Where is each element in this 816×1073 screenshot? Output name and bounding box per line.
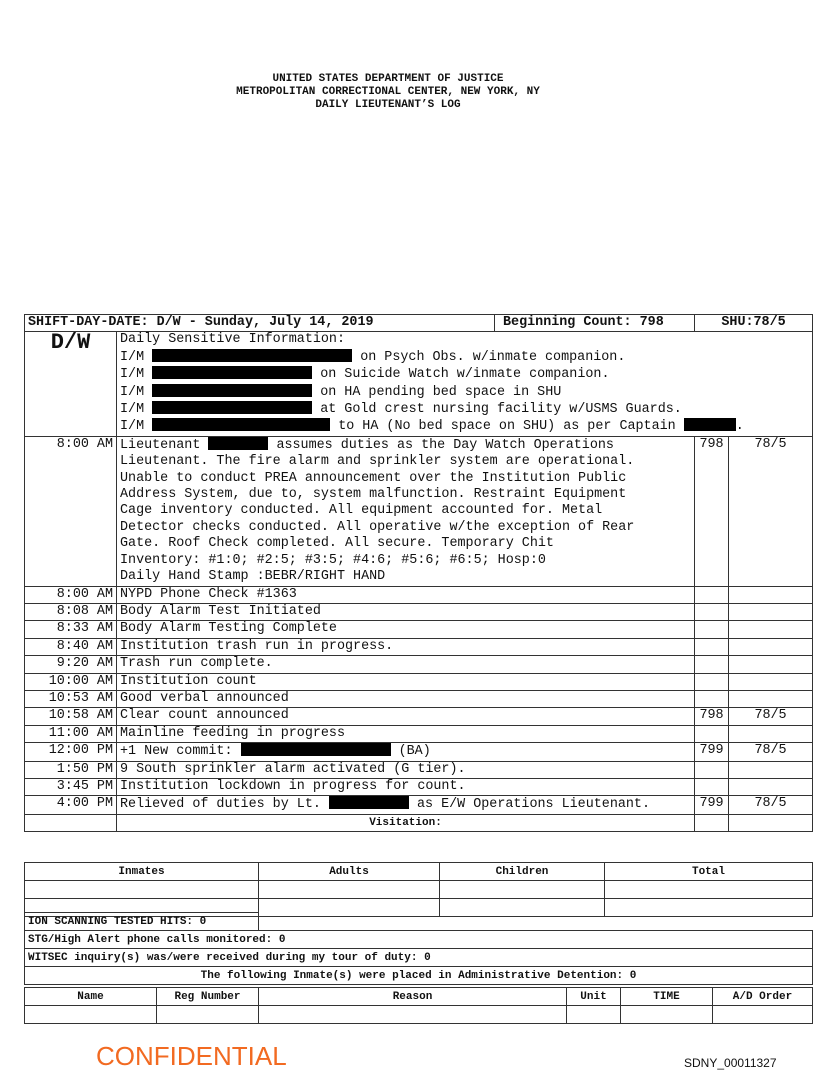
log-entry-row [25, 778, 813, 795]
redaction-block [684, 418, 736, 431]
visitation-total-header: Total [605, 863, 813, 881]
sensitive-line: I/M on HA pending bed space in SHU [120, 384, 562, 400]
header-line-3: DAILY LIEUTENANT’S LOG [315, 99, 461, 111]
redaction-block [152, 401, 312, 414]
entry-shu [729, 673, 813, 690]
confidential-stamp: CONFIDENTIAL [96, 1041, 287, 1071]
entry-count [695, 656, 729, 673]
entry-text: Trash run complete. [117, 656, 695, 673]
entry-time: 11:00 AM [25, 725, 117, 742]
entry-text: Body Alarm Testing Complete [117, 621, 695, 638]
entry-count: 799 [695, 743, 729, 761]
sensitive-line: I/M at Gold crest nursing facility w/USMS Guards. [120, 402, 682, 418]
log-entry-row [25, 796, 813, 814]
entry-text: Clear count announced [117, 708, 695, 725]
beginning-count: Beginning Count: 798 [495, 315, 695, 332]
document-header [0, 73, 776, 112]
entry-count [695, 778, 729, 795]
entry-count: 798 [695, 436, 729, 586]
col-unit: Unit [567, 988, 621, 1006]
entry-shu [729, 638, 813, 655]
entry-time: 9:20 AM [25, 656, 117, 673]
entry-shu [729, 656, 813, 673]
entry-count: 799 [695, 796, 729, 814]
entry-count [695, 761, 729, 778]
log-entry-row [25, 603, 813, 620]
entry-text: Relieved of duties by Lt. as E/W Operations Lieutenant. [117, 796, 695, 814]
entry-time: 8:00 AM [25, 586, 117, 603]
visitation-inmates-header: Inmates [25, 863, 259, 881]
entry-text: 9 South sprinkler alarm activated (G tier). [117, 761, 695, 778]
redaction-block [152, 349, 352, 362]
entry-time: 12:00 PM [25, 743, 117, 761]
bates-number: SDNY_00011327 [684, 1056, 777, 1070]
log-entry-row [25, 586, 813, 603]
stg-calls-monitored: STG/High Alert phone calls monitored: 0 [25, 931, 813, 949]
col-ad-order: A/D Order [713, 988, 813, 1006]
entry-text: +1 New commit: (BA) [117, 743, 695, 761]
sensitive-info-title: Daily Sensitive Information: [120, 332, 345, 348]
redaction-block [329, 796, 409, 809]
sensitive-line: I/M on Suicide Watch w/inmate companion. [120, 367, 610, 383]
entry-time: 8:00 AM [25, 436, 117, 586]
header-line-2: METROPOLITAN CORRECTIONAL CENTER, NEW YORK, NY [236, 86, 540, 98]
sensitive-line: I/M on Psych Obs. w/inmate companion. [120, 349, 626, 365]
entry-shu [729, 586, 813, 603]
entry-time: 8:08 AM [25, 603, 117, 620]
ion-scanning-hits: ION SCANNING TESTED HITS: 0 [25, 913, 259, 931]
entry-count [695, 725, 729, 742]
entry-shu: 78/5 [729, 743, 813, 761]
log-entry-row [25, 436, 813, 586]
admin-detention-table [24, 987, 813, 1024]
witsec-inquiries: WITSEC inquiry(s) was/were received during my tour of duty: 0 [25, 949, 813, 967]
entry-text: Institution lockdown in progress for count. [117, 778, 695, 795]
entry-count [695, 586, 729, 603]
entry-shu [729, 603, 813, 620]
shift-code: D/W [50, 331, 91, 356]
sensitive-info-cell [117, 332, 813, 436]
entry-count [695, 621, 729, 638]
entry-count [695, 690, 729, 707]
entry-time: 8:33 AM [25, 621, 117, 638]
entry-text: Institution count [117, 673, 695, 690]
col-reason: Reason [259, 988, 567, 1006]
entry-text: Body Alarm Test Initiated [117, 603, 695, 620]
entry-text: Good verbal announced [117, 690, 695, 707]
entry-count [695, 638, 729, 655]
col-time: TIME [621, 988, 713, 1006]
entry-text: Mainline feeding in progress [117, 725, 695, 742]
entry-shu: 78/5 [729, 708, 813, 725]
log-entry-row [25, 708, 813, 725]
redaction-block [152, 418, 330, 431]
admin-detention-title: The following Inmate(s) were placed in Administrative Detention: 0 [25, 967, 813, 985]
visitation-title: Visitation: [117, 814, 695, 831]
entry-time: 3:45 PM [25, 778, 117, 795]
entry-shu [729, 778, 813, 795]
log-entry-row [25, 621, 813, 638]
log-entry-row [25, 673, 813, 690]
entry-time: 8:40 AM [25, 638, 117, 655]
header-line-1: UNITED STATES DEPARTMENT OF JUSTICE [272, 73, 504, 85]
shu-count: SHU:78/5 [695, 315, 813, 332]
entry-shu [729, 690, 813, 707]
log-entry-row [25, 638, 813, 655]
entry-text: Institution trash run in progress. [117, 638, 695, 655]
summary-table [24, 912, 813, 985]
entry-count: 798 [695, 708, 729, 725]
visitation-table [24, 862, 813, 917]
entry-shu [729, 725, 813, 742]
redaction-block [152, 384, 312, 397]
visitation-children-header: Children [440, 863, 605, 881]
redaction-block [152, 366, 312, 379]
entry-shu: 78/5 [729, 796, 813, 814]
visitation-title-row [25, 814, 813, 831]
col-reg-number: Reg Number [157, 988, 259, 1006]
entry-time: 10:00 AM [25, 673, 117, 690]
entry-time: 4:00 PM [25, 796, 117, 814]
visitation-adults-header: Adults [259, 863, 440, 881]
redaction-block [208, 437, 268, 450]
log-entry-row [25, 656, 813, 673]
sensitive-line: I/M to HA (No bed space on SHU) as per Captain . [120, 419, 744, 435]
entry-count [695, 603, 729, 620]
redaction-block [241, 743, 391, 756]
entry-text: NYPD Phone Check #1363 [117, 586, 695, 603]
lieutenant-log-table [24, 314, 813, 832]
entry-shu [729, 761, 813, 778]
entry-time: 10:53 AM [25, 690, 117, 707]
entry-count [695, 673, 729, 690]
log-entry-row [25, 761, 813, 778]
log-entry-row [25, 725, 813, 742]
entry-text: Lieutenant assumes duties as the Day Watch Operations Lieutenant. The fire alarm and sprinkler system are operational. Unable to conduct PREA announcement over the Institution Public Address System, due to, system malfunction. Restraint Equipment Cage inventory conducted. All equipment accounted for. Metal Detector checks conducted. All operative w/the exception of Rear Gate. Roof Check completed. All secure. Temporary Chit Inventory: #1:0; #2:5; #3:5; #4:6; #5:6; #6:5; Hosp:0 Daily Hand Stamp :BEBR/RIGHT HAND [117, 436, 695, 586]
entry-time: 1:50 PM [25, 761, 117, 778]
shift-header-row [25, 315, 813, 332]
log-entry-row [25, 743, 813, 761]
sensitive-info-row [25, 332, 813, 436]
entry-shu: 78/5 [729, 436, 813, 586]
log-entry-row [25, 690, 813, 707]
shift-date-label: SHIFT-DAY-DATE: D/W - Sunday, July 14, 2019 [25, 315, 495, 332]
col-name: Name [25, 988, 157, 1006]
entry-time: 10:58 AM [25, 708, 117, 725]
entry-shu [729, 621, 813, 638]
